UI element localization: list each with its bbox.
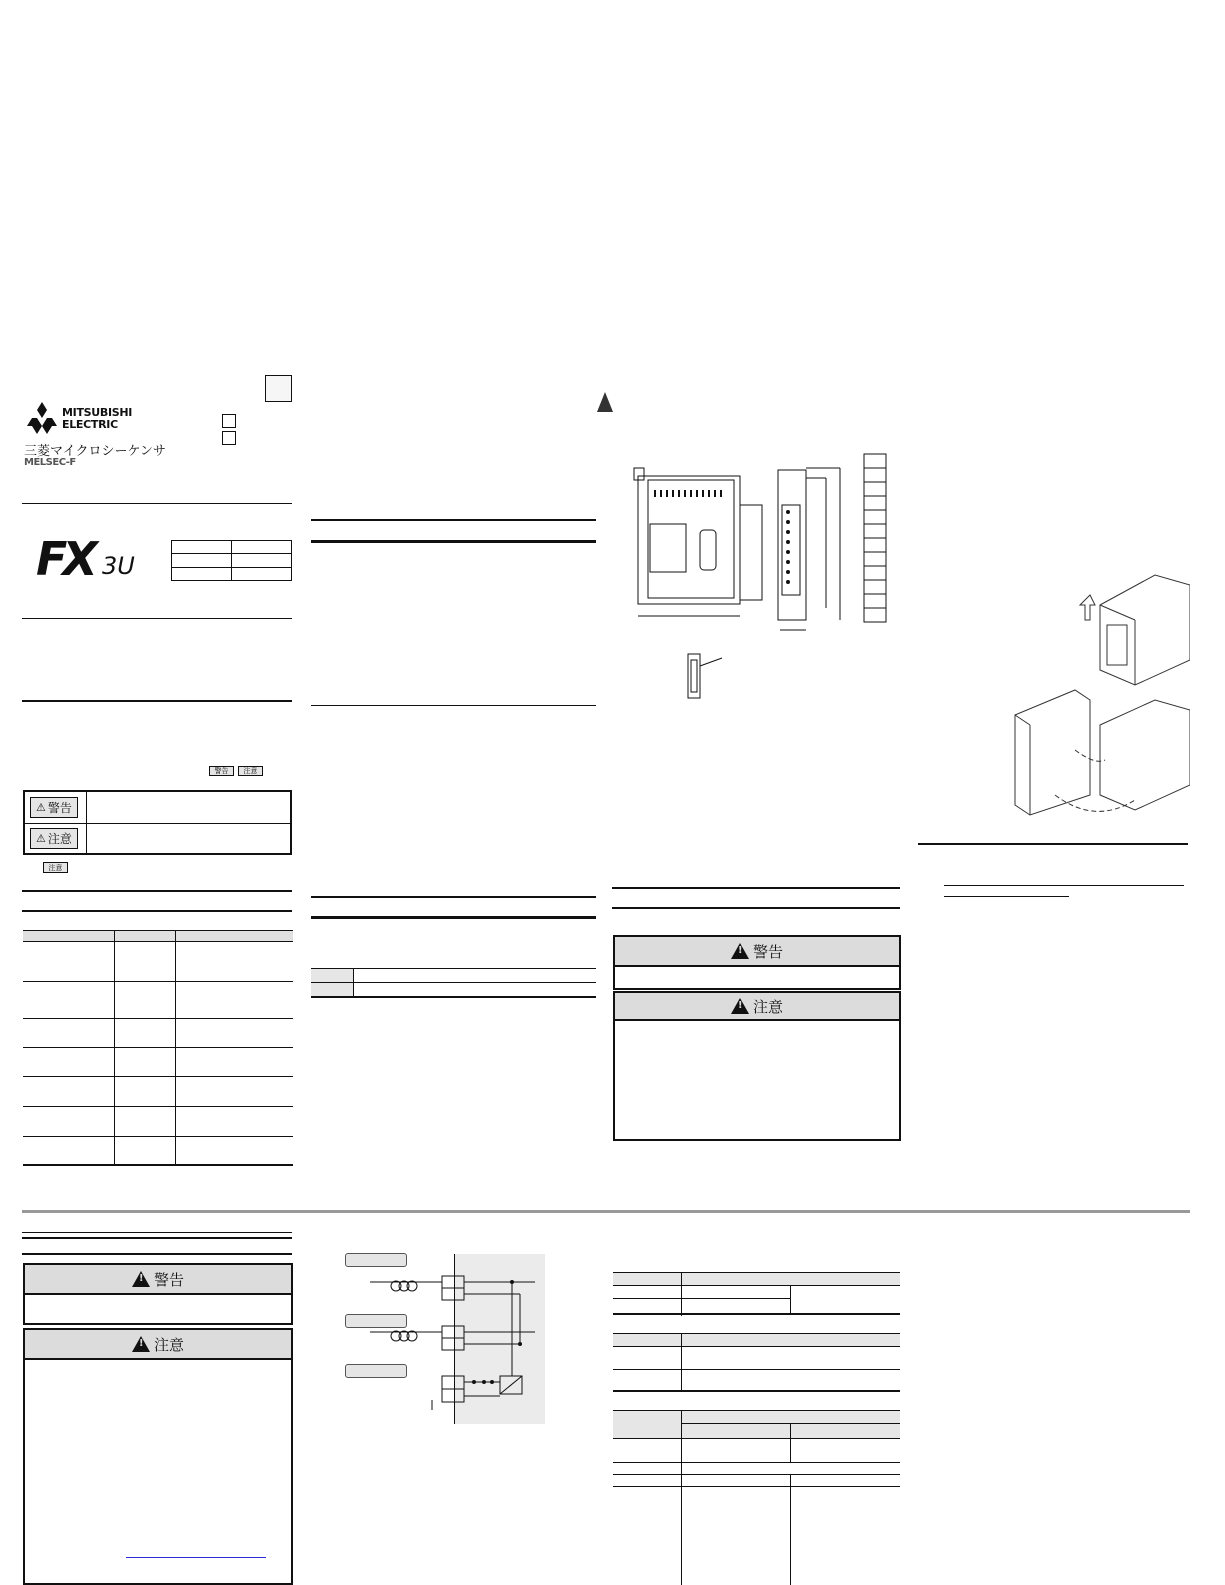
page-fold-divider <box>22 1210 1190 1213</box>
fx3u-logo <box>36 532 156 587</box>
safety-legend <box>23 790 292 855</box>
caution-marker-icon <box>597 392 613 412</box>
company-name-line1: MITSUBISHI <box>62 406 133 419</box>
spec-table-c <box>613 1410 900 1585</box>
legend-caution-tag: ⚠ 注意 <box>30 828 78 849</box>
inline-warning-tag: 警告 <box>209 766 234 776</box>
caution-box-top: ! 注意 <box>613 991 901 1141</box>
mitsubishi-logo <box>24 402 134 436</box>
inline-caution-tag: 注意 <box>238 766 263 776</box>
3u-logo-text: 3U <box>102 552 135 580</box>
legend-warning-tag: ⚠ 警告 <box>30 797 78 818</box>
model-table <box>171 540 292 581</box>
product-line-jp: 三菱マイクロシーケンサ <box>24 444 166 459</box>
outline-drawing <box>630 450 895 710</box>
warning-box-top: ! 警告 <box>613 935 901 990</box>
checkbox-2 <box>222 431 236 445</box>
caution-box-bottom: ! 注意 <box>23 1328 293 1585</box>
mitsubishi-logo-icon <box>24 402 60 434</box>
warning-triangle-icon <box>731 998 749 1014</box>
language-box-large <box>265 375 292 402</box>
manual-link-underline[interactable] <box>126 1557 266 1558</box>
warning-triangle-icon: ⚠ <box>36 832 46 845</box>
checkbox-1 <box>222 414 236 428</box>
warning-triangle-icon <box>731 943 749 959</box>
config-table <box>311 968 596 998</box>
company-name-line2: ELECTRIC <box>62 418 118 431</box>
warning-triangle-icon <box>132 1336 150 1352</box>
wiring-diagram <box>340 1250 545 1425</box>
warning-triangle-icon <box>132 1271 150 1287</box>
series-name: MELSEC-F <box>24 457 76 468</box>
footnote-caution-tag: 注意 <box>43 862 68 873</box>
spec-table-b <box>613 1333 900 1393</box>
fx-logo-text: FX <box>36 532 93 586</box>
warning-box-bottom: ! 警告 <box>23 1263 293 1325</box>
unit-installation-illustration <box>995 565 1190 825</box>
spec-table-a <box>613 1272 900 1316</box>
warning-triangle-icon: ⚠ <box>36 801 46 814</box>
spec-table <box>23 930 293 1166</box>
